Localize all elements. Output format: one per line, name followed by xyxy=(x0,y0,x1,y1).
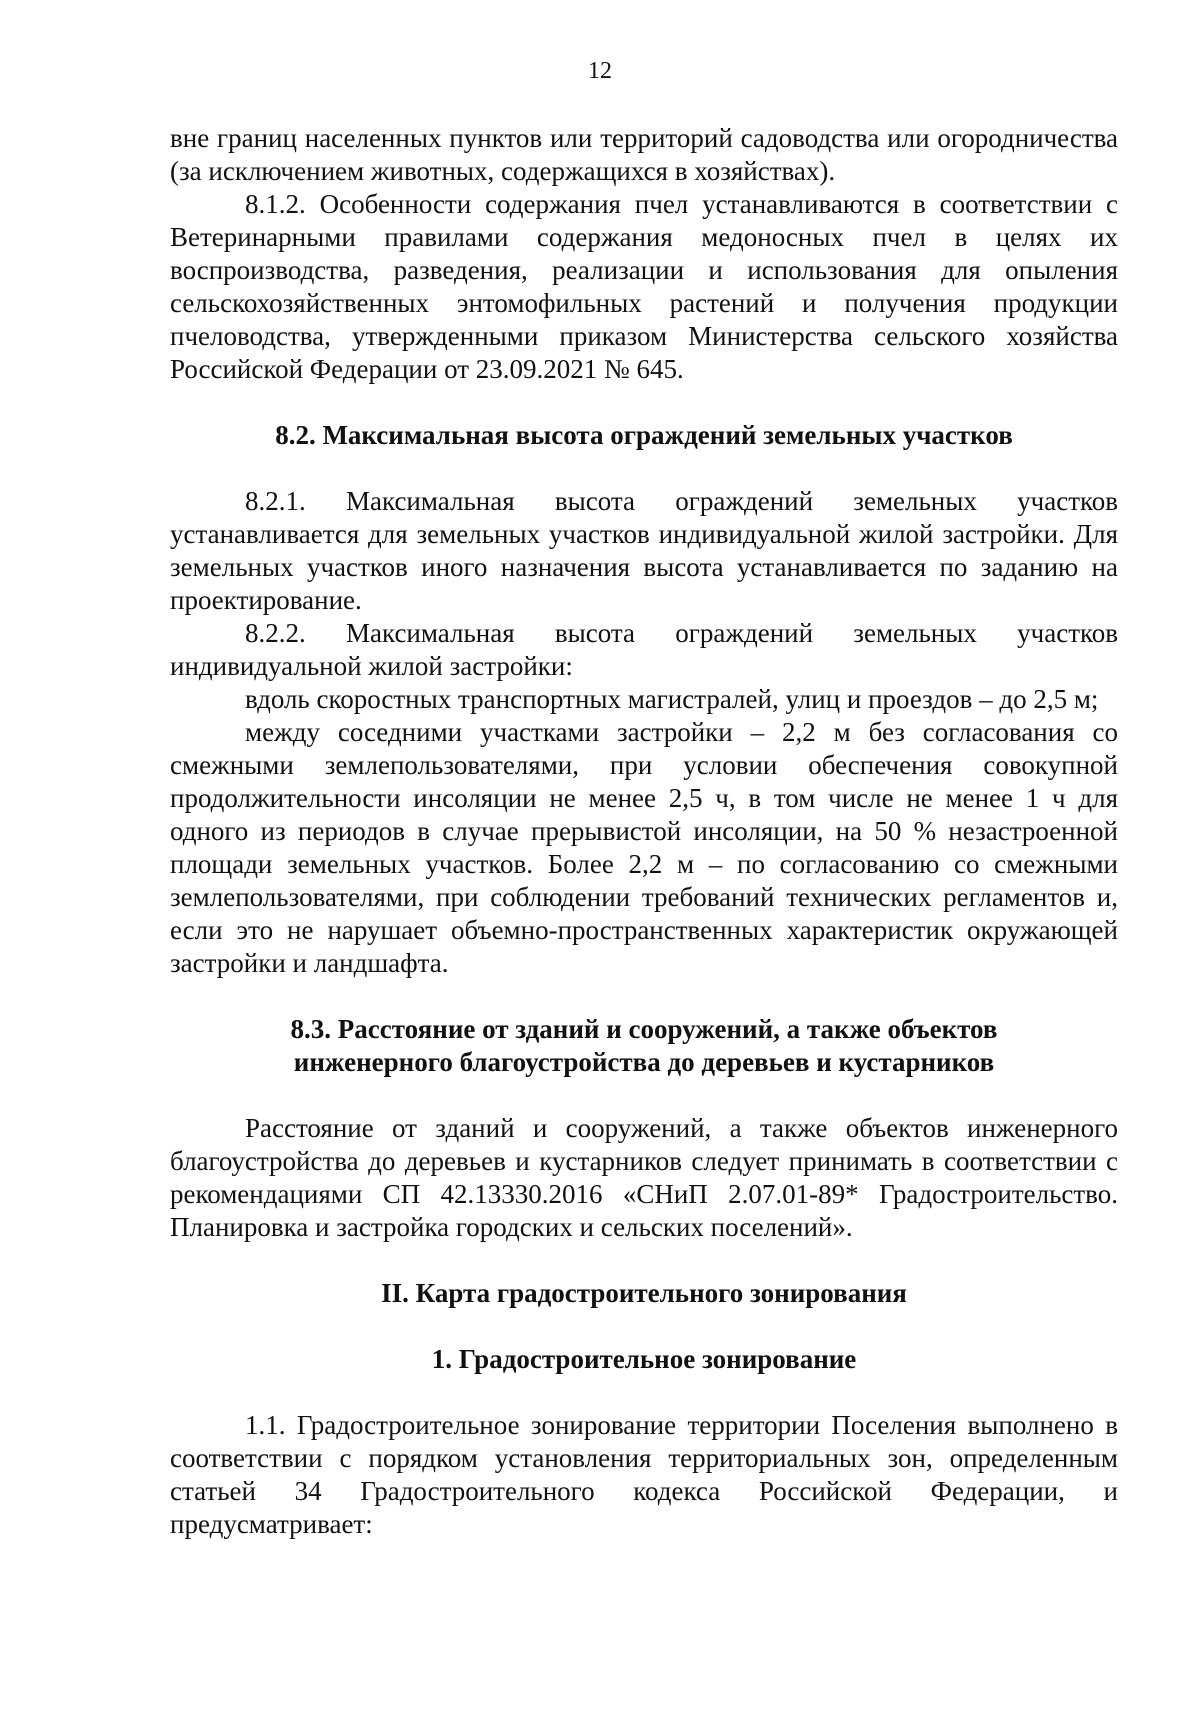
paragraph-8-1-2: 8.1.2. Особенности содержания пчел устанавливаются в соответствии с Ветеринарными правилами содержания медоносных пчел в целях их воспроизводства, разведения, реализации и использования для опыления сельскохозяйственных энтомофильных растений и получения продукции пчеловодства, утвержденными приказом Министерства сельского хозяйства Российской Федерации от 23.09.2021 № 645. xyxy=(170,189,1118,384)
heading-8-3-line-1: 8.3. Расстояние от зданий и сооружений, а также объектов xyxy=(290,1014,998,1044)
paragraph-continuation: вне границ населенных пунктов или территорий садоводства или огородничества (за исключением животных, содержащихся в хозяйствах). xyxy=(170,123,1118,186)
paragraph-8-2-1: 8.2.1. Максимальная высота ограждений земельных участков устанавливается для земельных участков индивидуальной жилой застройки. Для земельных участков иного назначения высота устанавливается по заданию на проектирование. xyxy=(170,486,1118,615)
page-number: 12 xyxy=(588,58,612,84)
heading-8-3-line-2: инженерного благоустройства до деревьев и кустарников xyxy=(293,1047,995,1077)
heading-8-2: 8.2. Максимальная высота ограждений земельных участков xyxy=(275,420,1013,450)
document-body xyxy=(170,122,1118,1541)
heading-zoning: 1. Градостроительное зонирование xyxy=(431,1344,857,1374)
heading-section-ii: II. Карта градостроительного зонирования xyxy=(381,1278,907,1308)
paragraph-between-plots: между соседними участками застройки – 2,2 м без согласования со смежными землепользователями, при условии обеспечения совокупной продолжительности инсоляции не менее 2,5 ч, в том числе не менее 1 ч для одного из периодов в случае прерывистой инсоляции, на 50 % незастроенной площади земельных участков. Более 2,2 м – по согласованию со смежными землепользователями, при соблюдении требований технических регламентов и, если это не нарушает объемно-пространственных характеристик окружающей застройки и ландшафта. xyxy=(170,717,1118,978)
heading-8-3 xyxy=(170,1013,1118,1079)
paragraph-distance: Расстояние от зданий и сооружений, а также объектов инженерного благоустройства до деревьев и кустарников следует принимать в соответствии с рекомендациями СП 42.13330.2016 «СНиП 2.07.01-89* Градостроительство. Планировка и застройка городских и сельских поселений». xyxy=(170,1113,1118,1242)
paragraph-8-2-2: 8.2.2. Максимальная высота ограждений земельных участков индивидуальной жилой застройки: xyxy=(170,618,1118,681)
paragraph-1-1: 1.1. Градостроительное зонирование территории Поселения выполнено в соответствии с порядком установления территориальных зон, определенным статьей 34 Градостроительного кодекса Российской Федерации, и предусматривает: xyxy=(170,1410,1118,1539)
paragraph-along-roads: вдоль скоростных транспортных магистралей, улиц и проездов – до 2,5 м; xyxy=(245,684,1099,714)
